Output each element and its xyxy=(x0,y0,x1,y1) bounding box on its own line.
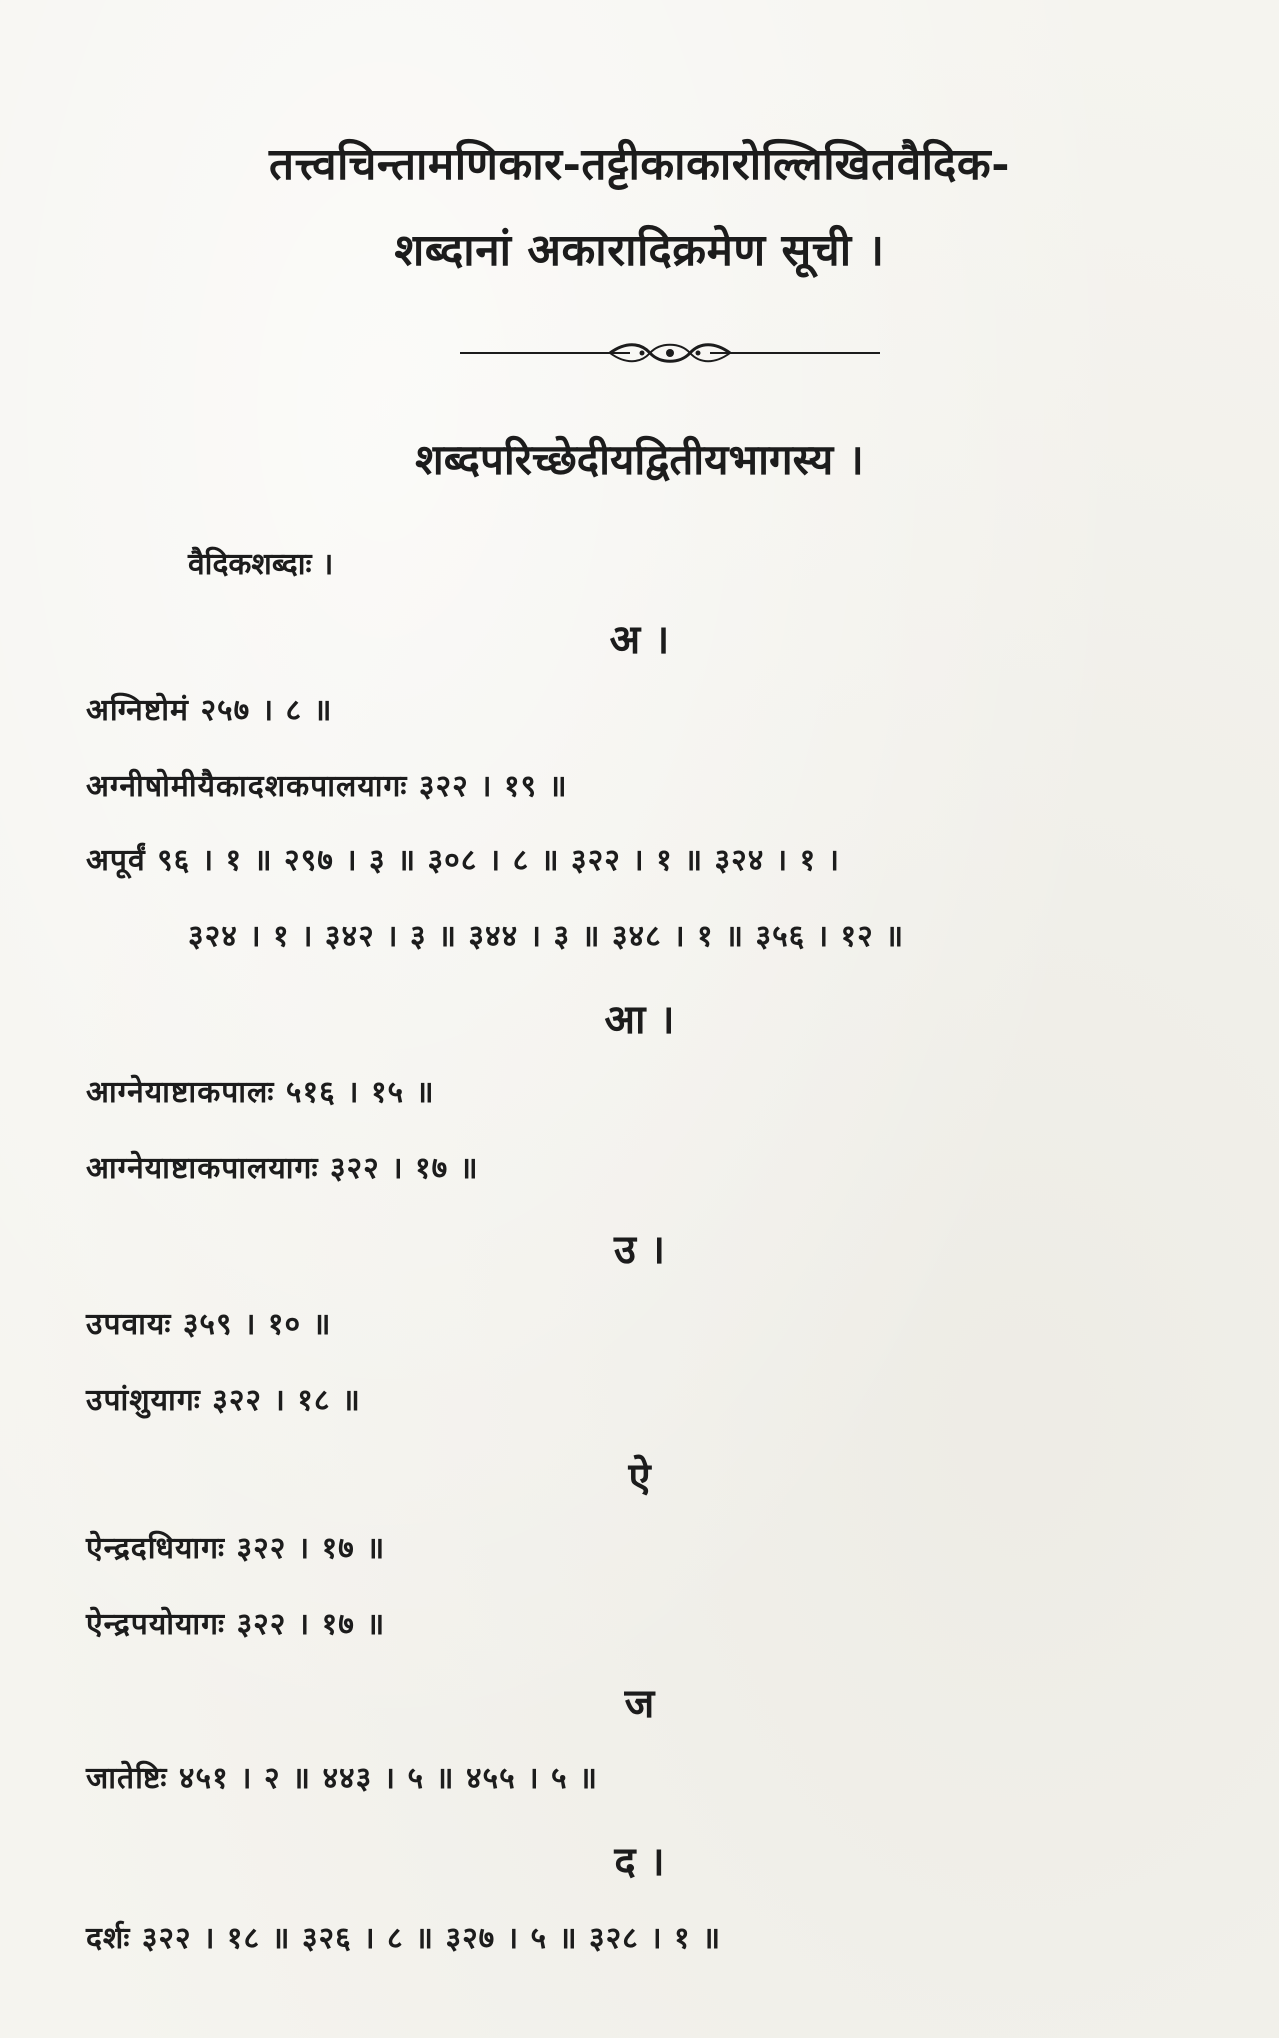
index-entry: ऐन्द्रपयोयागः ३२२ । १७ ॥ xyxy=(86,1607,386,1642)
letter-heading: उ । xyxy=(613,1226,665,1273)
index-entry: अग्नीषोमीयैकादशकपालयागः ३२२ । १९ ॥ xyxy=(86,769,568,804)
index-entry-continuation: ३२४ । १ । ३४२ । ३ ॥ ३४४ । ३ ॥ ३४८ । १ ॥ ३५६ । १२ ॥ xyxy=(188,919,905,954)
index-entry: अग्निष्टोमं २५७ । ८ ॥ xyxy=(86,693,333,728)
index-entry: आग्नेयाष्टाकपालयागः ३२२ । १७ ॥ xyxy=(86,1151,479,1186)
letter-heading: ज xyxy=(624,1680,655,1727)
index-entry: अपूर्वं ९६ । १ ॥ २९७ । ३ ॥ ३०८ । ८ ॥ ३२२ । १ ॥ ३२४ । १ । xyxy=(86,843,841,878)
letter-heading: आ । xyxy=(604,996,675,1043)
index-title-line-1: तत्त्वचिन्तामणिकार-तट्टीकाकारोल्लिखितवैदिक- xyxy=(269,139,1010,190)
index-entry: उपवायः ३५९ । १० ॥ xyxy=(86,1307,332,1342)
part-subtitle: शब्दपरिच्छेदीयद्वितीयभागस्य । xyxy=(415,435,864,484)
index-entry: जातेष्टिः ४५१ । २ ॥ ४४३ । ५ ॥ ४५५ । ५ ॥ xyxy=(86,1761,599,1796)
index-entry: आग्नेयाष्टाकपालः ५१६ । १५ ॥ xyxy=(86,1075,435,1110)
index-entry: दर्शः ३२२ । १८ ॥ ३२६ । ८ ॥ ३२७ । ५ ॥ ३२८ । १ ॥ xyxy=(86,1921,722,1956)
section-label: वैदिकशब्दाः । xyxy=(188,547,334,582)
letter-heading: द । xyxy=(614,1838,665,1885)
letter-heading: ऐ xyxy=(628,1454,651,1501)
ornamental-divider xyxy=(460,338,880,368)
letter-heading: अ । xyxy=(609,616,670,663)
index-entry: उपांशुयागः ३२२ । १८ ॥ xyxy=(86,1383,361,1418)
index-entry: ऐन्द्रदधियागः ३२२ । १७ ॥ xyxy=(86,1531,386,1566)
index-title-line-2: शब्दानां अकारादिक्रमेण सूची । xyxy=(394,225,885,276)
